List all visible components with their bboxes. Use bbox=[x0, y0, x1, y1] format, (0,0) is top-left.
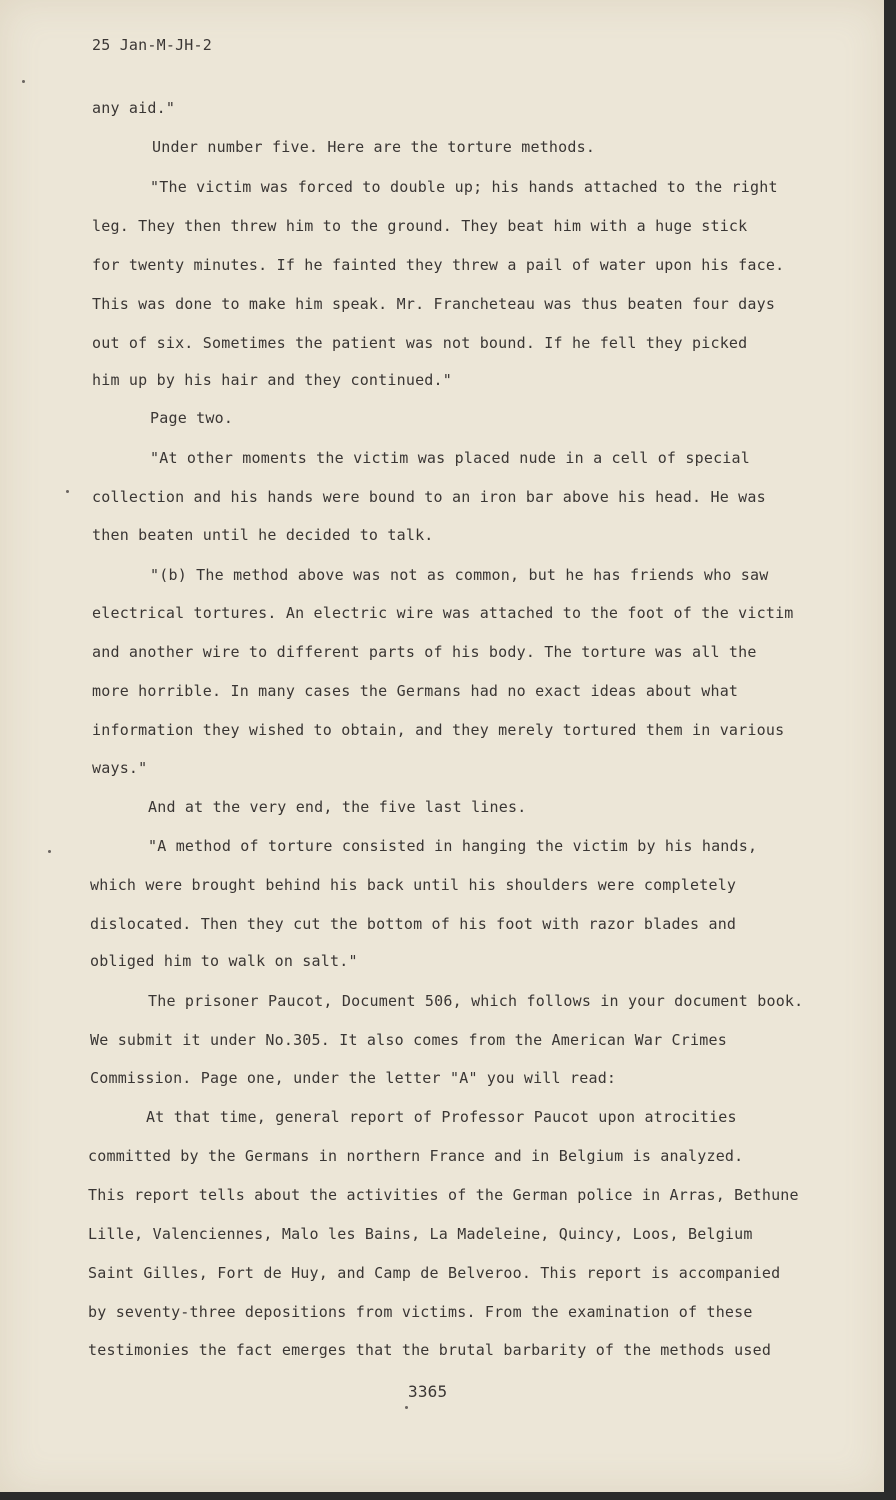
page-header: 25 Jan-M-JH-2 bbox=[92, 36, 212, 54]
text-line: obliged him to walk on salt." bbox=[90, 952, 358, 970]
text-line: testimonies the fact emerges that the brutal barbarity of the methods used bbox=[88, 1341, 772, 1359]
text-line: The prisoner Paucot, Document 506, which follows in your document book. bbox=[148, 992, 804, 1010]
ink-speck bbox=[48, 850, 51, 853]
text-line: This was done to make him speak. Mr. Francheteau was thus beaten four days bbox=[92, 295, 776, 313]
text-line: out of six. Sometimes the patient was not bound. If he fell they picked bbox=[92, 334, 748, 352]
text-line: any aid." bbox=[92, 99, 176, 117]
text-line: electrical tortures. An electric wire was attached to the foot of the victim bbox=[92, 604, 794, 622]
text-line: Under number five. Here are the torture methods. bbox=[152, 138, 596, 156]
text-line: dislocated. Then they cut the bottom of his foot with razor blades and bbox=[90, 915, 737, 933]
text-line: committed by the Germans in northern France and in Belgium is analyzed. bbox=[88, 1147, 744, 1165]
text-line: Saint Gilles, Fort de Huy, and Camp de Belveroo. This report is accompanied bbox=[88, 1264, 781, 1282]
text-line: Page two. bbox=[150, 409, 234, 427]
text-line: which were brought behind his back until his shoulders were completely bbox=[90, 876, 737, 894]
text-line: "At other moments the victim was placed nude in a cell of special bbox=[150, 449, 750, 467]
text-line: At that time, general report of Professor Paucot upon atrocities bbox=[146, 1108, 737, 1126]
text-line: leg. They then threw him to the ground. They beat him with a huge stick bbox=[92, 217, 748, 235]
text-line: collection and his hands were bound to an iron bar above his head. He was bbox=[92, 488, 766, 506]
text-line: him up by his hair and they continued." bbox=[92, 371, 452, 389]
text-line: We submit it under No.305. It also comes from the American War Crimes bbox=[90, 1031, 727, 1049]
ink-speck bbox=[22, 80, 25, 83]
text-line: ways." bbox=[92, 759, 148, 777]
text-line: and another wire to different parts of his body. The torture was all the bbox=[92, 643, 757, 661]
ink-speck bbox=[405, 1406, 408, 1409]
text-line: "(b) The method above was not as common, but he has friends who saw bbox=[150, 566, 769, 584]
text-line: by seventy-three depositions from victims. From the examination of these bbox=[88, 1303, 753, 1321]
ink-speck bbox=[66, 490, 69, 493]
text-line: This report tells about the activities of the German police in Arras, Bethune bbox=[88, 1186, 799, 1204]
text-line: for twenty minutes. If he fainted they threw a pail of water upon his face. bbox=[92, 256, 785, 274]
page-number: 3365 bbox=[408, 1382, 448, 1401]
text-line: "The victim was forced to double up; his hands attached to the right bbox=[150, 178, 778, 196]
text-line: then beaten until he decided to talk. bbox=[92, 526, 434, 544]
text-line: "A method of torture consisted in hanging the victim by his hands, bbox=[148, 837, 758, 855]
text-line: Lille, Valenciennes, Malo les Bains, La Madeleine, Quincy, Loos, Belgium bbox=[88, 1225, 753, 1243]
text-line: And at the very end, the five last lines. bbox=[148, 798, 527, 816]
text-line: Commission. Page one, under the letter "A" you will read: bbox=[90, 1069, 617, 1087]
text-line: more horrible. In many cases the Germans had no exact ideas about what bbox=[92, 682, 739, 700]
text-line: information they wished to obtain, and they merely tortured them in various bbox=[92, 721, 785, 739]
